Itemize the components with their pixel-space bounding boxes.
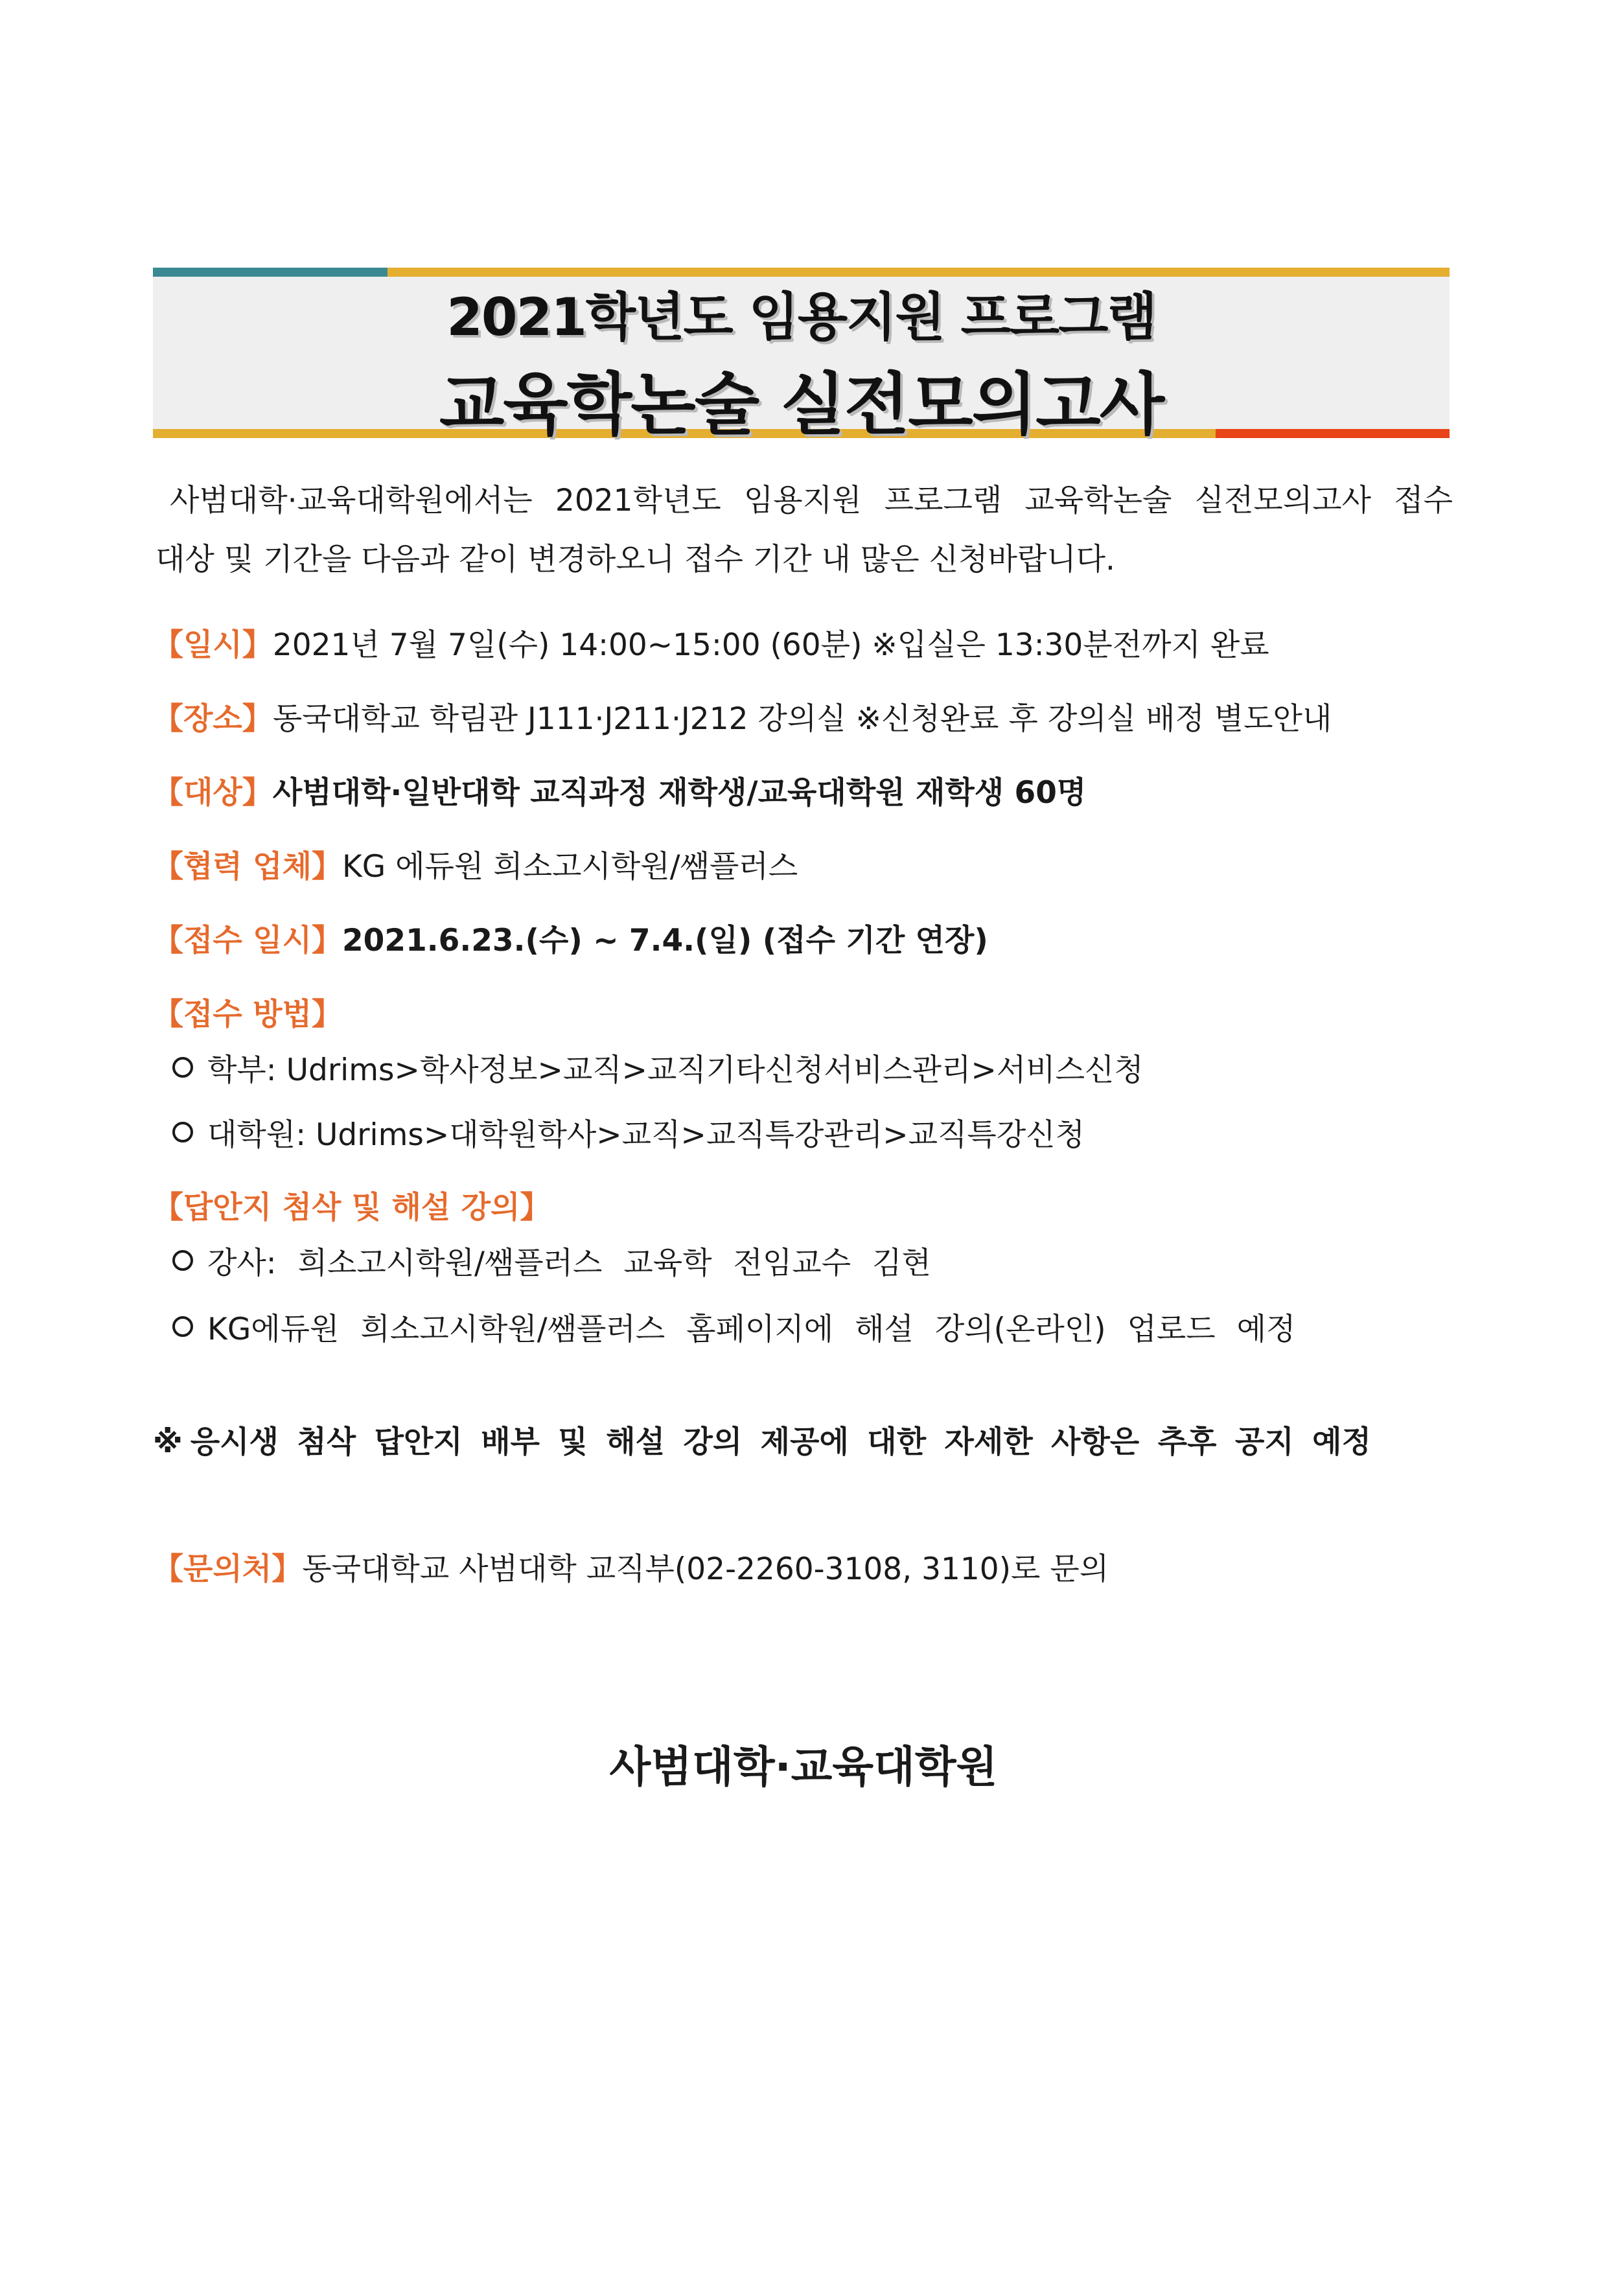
item-contact: [153, 1545, 1109, 1588]
item-partner-text: KG 에듀원 희소고시학원/쌤플러스: [341, 849, 798, 885]
item-target-text: 사범대학·일반대학 교직과정 재학생/교육대학원 재학생 60명: [272, 775, 1087, 811]
item-date-label: 【일시】: [153, 627, 273, 663]
item-lecture: [153, 1183, 550, 1227]
item-period-text: 2021.6.23.(수) ~ 7.4.(일) (접수 기간 연장): [341, 923, 988, 958]
item-target-label: 【대상】: [153, 775, 273, 811]
item-place-text: 동국대학교 학림관 J111·J211·J212 강의실 ※신청완료 후 강의실 배정 별도안내: [272, 701, 1332, 737]
item-target: [153, 769, 1086, 812]
method-undergrad-text: 학부: Udrims>학사정보>교직>교직기타신청서비스관리>서비스신청: [207, 1052, 1144, 1088]
item-method-label: 【접수 방법】: [153, 997, 342, 1032]
circle-bullet-icon: [172, 1057, 193, 1078]
item-date: [153, 621, 1269, 664]
circle-bullet-icon: [172, 1250, 193, 1271]
item-partner: [153, 842, 798, 886]
item-period: [153, 916, 988, 960]
method-undergrad: [172, 1046, 1144, 1089]
intro-text-line1: 사범대학·교육대학원에서는 2021학년도 임용지원 프로그램 교육학논술 실전모의고사 접수: [170, 483, 1453, 518]
method-grad-text: 대학원: Udrims>대학원학사>교직>교직특강관리>교직특강신청: [207, 1117, 1085, 1153]
footer-organization: 사범대학·교육대학원: [609, 1742, 998, 1792]
circle-bullet-icon: [172, 1316, 193, 1337]
page-title-line1: 2021학년도 임용지원 프로그램: [446, 287, 1156, 347]
notice-text: ※응시생 첨삭 답안지 배부 및 해설 강의 제공에 대한 자세한 사항은 추후 공지 예정: [153, 1424, 1371, 1460]
item-date-text: 2021년 7월 7일(수) 14:00~15:00 (60분) ※입실은 13:30분전까지 완료: [272, 627, 1269, 663]
circle-bullet-icon: [172, 1122, 193, 1142]
item-partner-label: 【협력 업체】: [153, 849, 342, 885]
method-grad: [172, 1111, 1085, 1154]
item-contact-label: 【문의처】: [153, 1551, 303, 1587]
item-lecture-label: 【답안지 첨삭 및 해설 강의】: [153, 1190, 551, 1225]
page-title-line2: 교육학논술 실전모의고사: [439, 365, 1164, 444]
item-place: [153, 695, 1332, 738]
intro-text-line2: 대상 및 기간을 다음과 같이 변경하오니 접수 기간 내 많은 신청바랍니다.: [156, 542, 1115, 577]
lecture-instructor-text: 강사: 희소고시학원/쌤플러스 교육학 전임교수 김현: [207, 1246, 931, 1281]
lecture-upload-text: KG에듀원 희소고시학원/쌤플러스 홈페이지에 해설 강의(온라인) 업로드 예정: [207, 1312, 1296, 1347]
item-period-label: 【접수 일시】: [153, 923, 342, 958]
lecture-instructor: [172, 1239, 931, 1282]
item-place-label: 【장소】: [153, 701, 273, 737]
item-contact-text: 동국대학교 사범대학 교직부(02-2260-3108, 3110)로 문의: [302, 1551, 1109, 1587]
item-method: [153, 990, 342, 1034]
lecture-upload: [172, 1305, 1295, 1349]
